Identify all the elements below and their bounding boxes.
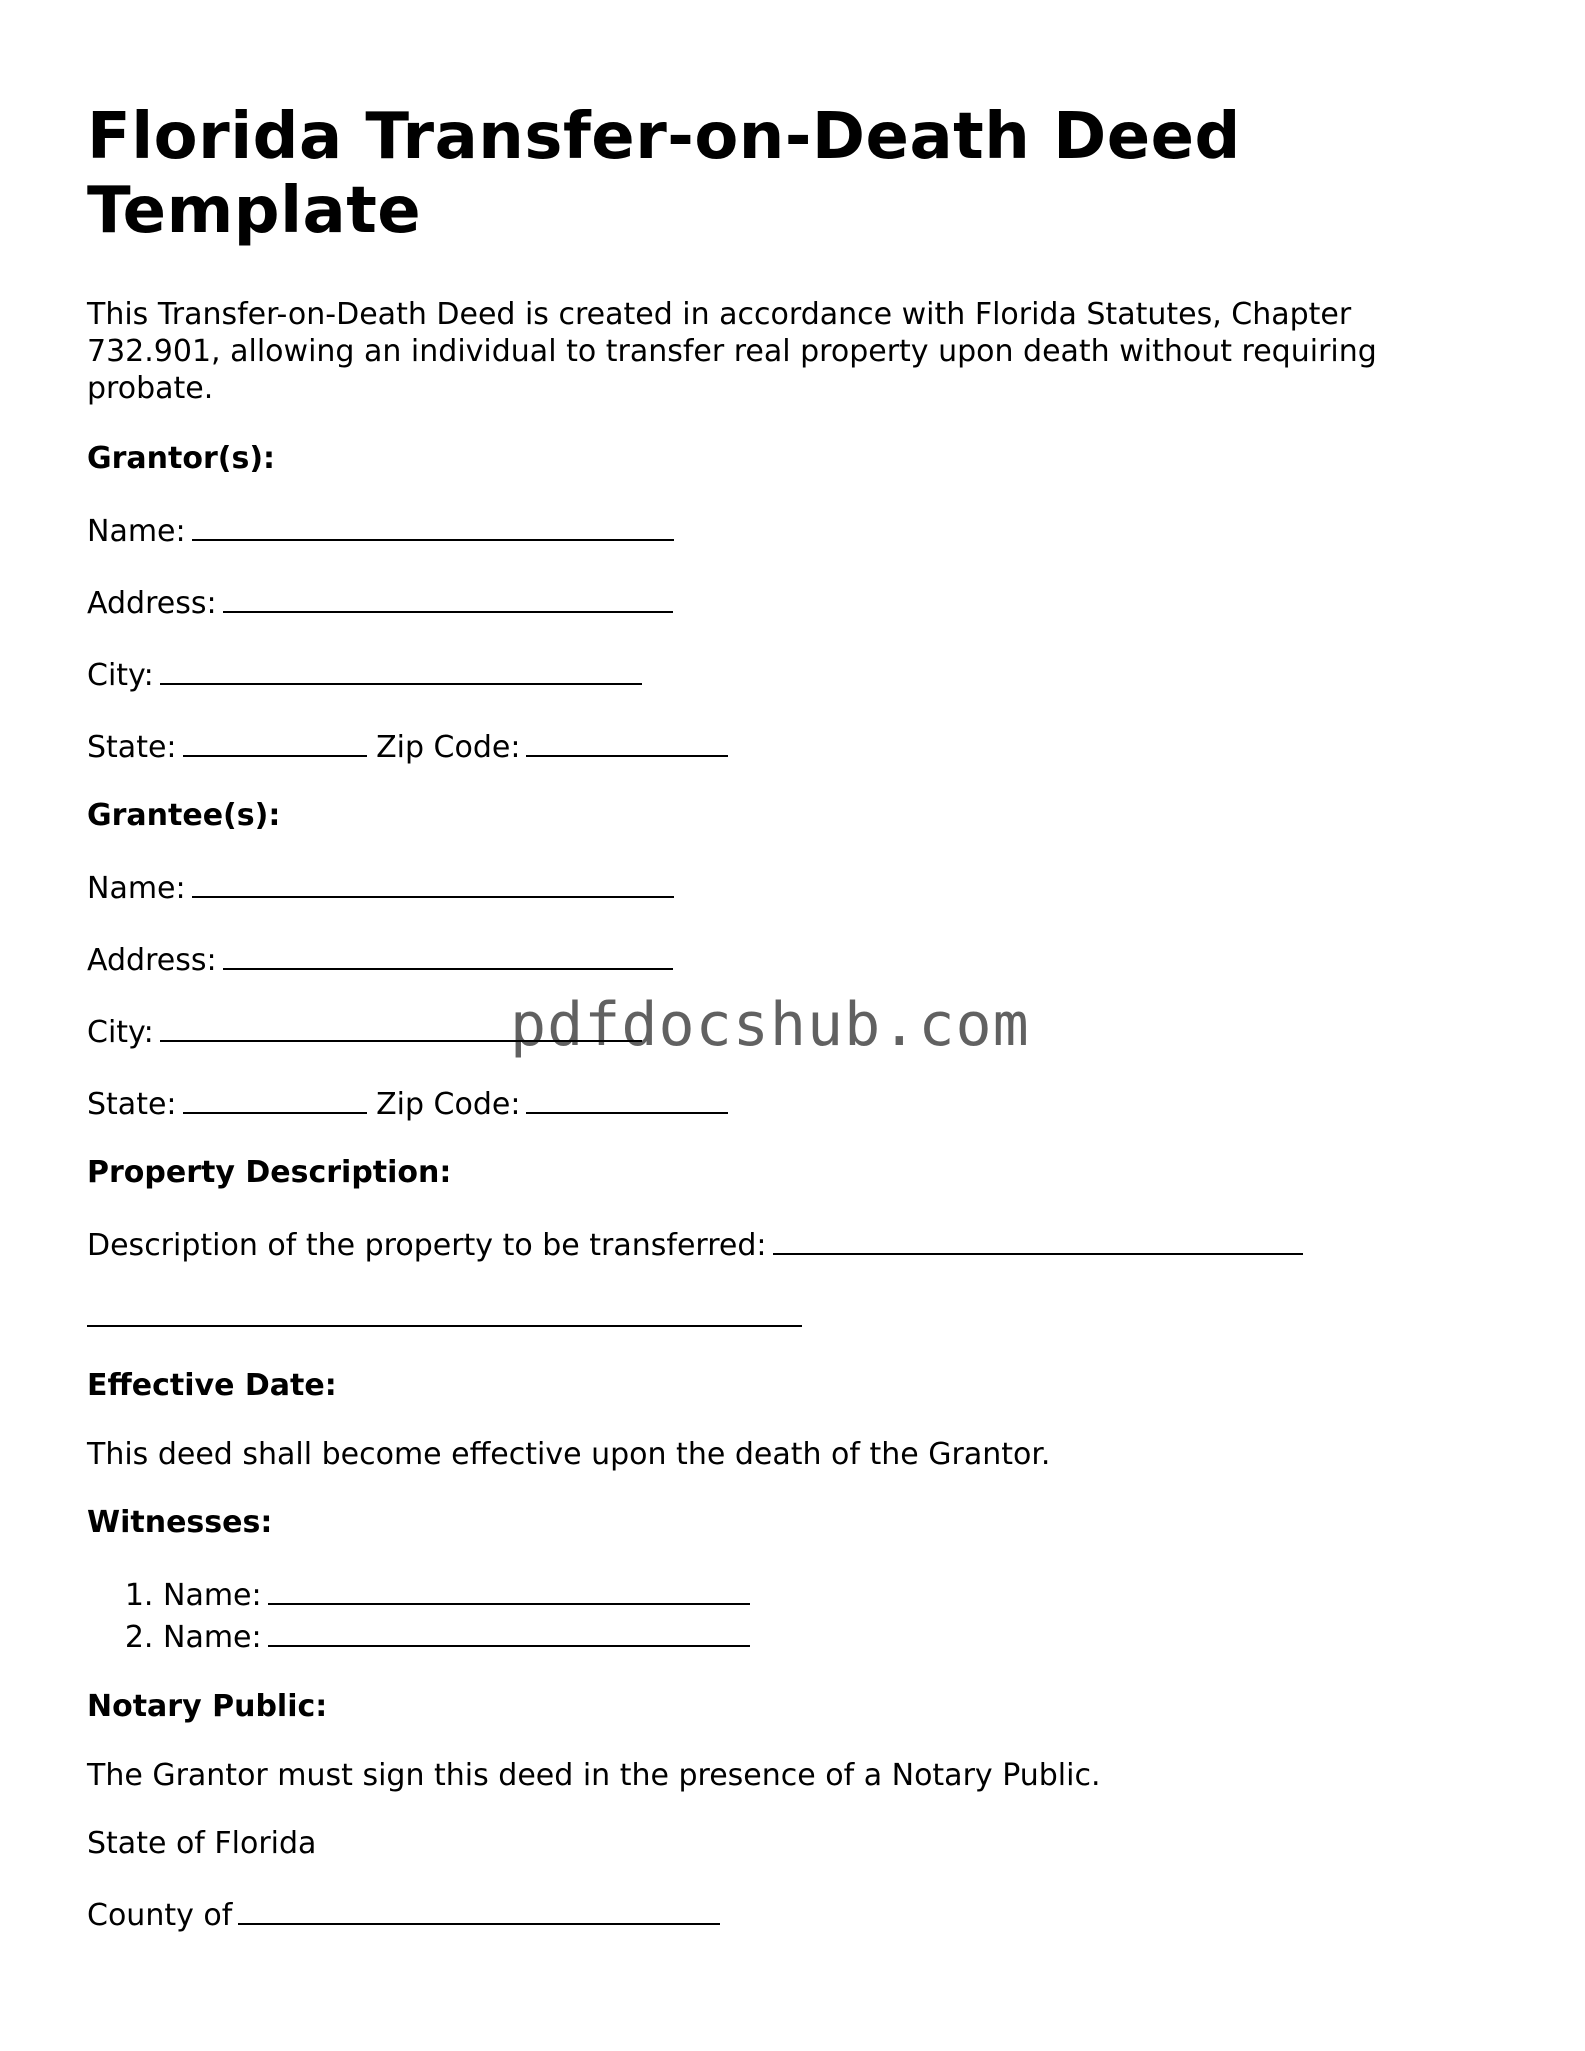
grantee-name-row bbox=[87, 866, 1487, 907]
grantor-state-zip-row bbox=[87, 725, 1487, 766]
witness-item bbox=[163, 1573, 1487, 1615]
grantee-city-label: City: bbox=[87, 1015, 154, 1050]
notary-county-field[interactable] bbox=[238, 1893, 720, 1925]
grantee-state-zip-row bbox=[87, 1082, 1487, 1123]
witness-name-label: Name: bbox=[163, 1578, 262, 1613]
grantor-name-row bbox=[87, 509, 1487, 550]
witness-list bbox=[87, 1573, 1487, 1657]
grantor-name-label: Name: bbox=[87, 514, 186, 549]
grantee-state-label: State: bbox=[87, 1087, 177, 1122]
watermark: pdfdocshub.com bbox=[510, 990, 1030, 1060]
grantor-zip-label: Zip Code: bbox=[376, 730, 521, 765]
grantor-heading: Grantor(s): bbox=[87, 441, 276, 476]
property-heading: Property Description: bbox=[87, 1155, 452, 1190]
witness-1-name-field[interactable] bbox=[268, 1573, 750, 1605]
grantee-zip-field[interactable] bbox=[526, 1082, 728, 1114]
notary-state: State of Florida bbox=[87, 1826, 317, 1861]
grantor-address-field[interactable] bbox=[223, 581, 673, 613]
intro-paragraph: This Transfer-on-Death Deed is created in accordance with Florida Statutes, Chapter 732.901, allowing an individual to transfer real property upon death without requiring probate. bbox=[87, 297, 1377, 406]
notary-county-label: County of bbox=[87, 1898, 233, 1933]
witness-name-label: Name: bbox=[163, 1620, 262, 1655]
grantee-state-field[interactable] bbox=[183, 1082, 367, 1114]
grantee-heading: Grantee(s): bbox=[87, 798, 281, 833]
property-description-field-2[interactable] bbox=[87, 1295, 802, 1327]
notary-heading: Notary Public: bbox=[87, 1689, 328, 1724]
grantee-name-field[interactable] bbox=[192, 866, 674, 898]
grantee-address-label: Address: bbox=[87, 943, 217, 978]
effective-date-heading: Effective Date: bbox=[87, 1368, 337, 1403]
property-description-field[interactable] bbox=[773, 1223, 1303, 1255]
property-description-label: Description of the property to be transferred: bbox=[87, 1228, 767, 1263]
document-page bbox=[87, 100, 1487, 1965]
grantee-city-row bbox=[87, 1010, 1487, 1051]
grantor-state-label: State: bbox=[87, 730, 177, 765]
grantor-city-row bbox=[87, 653, 1487, 694]
property-description-row-2 bbox=[87, 1295, 1487, 1336]
grantor-state-field[interactable] bbox=[183, 725, 367, 757]
notary-text: The Grantor must sign this deed in the presence of a Notary Public. bbox=[87, 1758, 1101, 1793]
witness-2-name-field[interactable] bbox=[268, 1615, 750, 1647]
grantee-address-field[interactable] bbox=[223, 938, 673, 970]
grantee-name-label: Name: bbox=[87, 871, 186, 906]
notary-county-row bbox=[87, 1893, 1487, 1934]
grantor-zip-field[interactable] bbox=[526, 725, 728, 757]
grantor-address-row bbox=[87, 581, 1487, 622]
property-description-row bbox=[87, 1223, 1487, 1264]
effective-date-text: This deed shall become effective upon the death of the Grantor. bbox=[87, 1437, 1051, 1472]
witnesses-heading: Witnesses: bbox=[87, 1505, 273, 1540]
grantor-address-label: Address: bbox=[87, 586, 217, 621]
grantee-zip-label: Zip Code: bbox=[376, 1087, 521, 1122]
grantor-city-field[interactable] bbox=[160, 653, 642, 685]
grantor-city-label: City: bbox=[87, 658, 154, 693]
grantee-city-field[interactable] bbox=[160, 1010, 642, 1042]
grantee-address-row bbox=[87, 938, 1487, 979]
grantor-name-field[interactable] bbox=[192, 509, 674, 541]
witness-item bbox=[163, 1615, 1487, 1657]
document-title: Florida Transfer-on-Death Deed Template bbox=[87, 100, 1241, 248]
